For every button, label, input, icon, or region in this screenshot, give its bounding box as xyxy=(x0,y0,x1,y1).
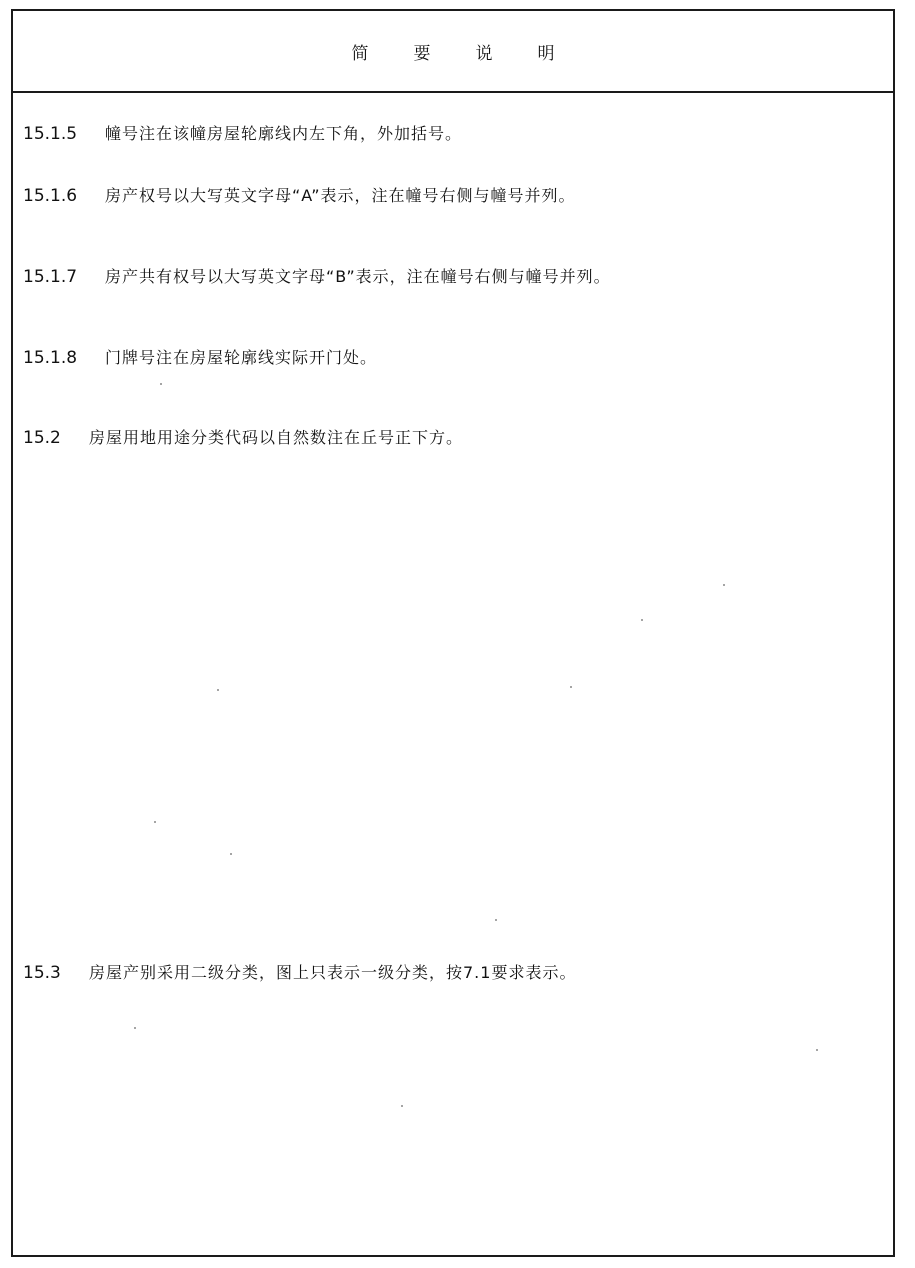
clause-number: 15.1.7 xyxy=(23,267,78,287)
clause-15-1-5 xyxy=(23,121,462,144)
clause-15-1-6 xyxy=(23,183,576,206)
scan-speck xyxy=(641,619,643,621)
clause-text: 房产共有权号以大写英文字母“B”表示，注在幢号右侧与幢号并列。 xyxy=(105,267,611,286)
scan-speck xyxy=(217,689,219,691)
title-char: 明 xyxy=(537,43,555,64)
scan-speck xyxy=(401,1105,403,1107)
page-frame xyxy=(11,9,895,1257)
scan-speck xyxy=(134,1027,136,1029)
scan-speck xyxy=(495,919,497,921)
clause-text: 门牌号注在房屋轮廓线实际开门处。 xyxy=(105,348,378,367)
scan-speck xyxy=(723,584,725,586)
title-char: 简 xyxy=(351,43,369,64)
clause-text: 房屋产别采用二级分类，图上只表示一级分类，按7.1要求表示。 xyxy=(89,963,577,982)
header-box xyxy=(13,11,893,93)
clause-text: 房屋用地用途分类代码以自然数注在丘号正下方。 xyxy=(89,428,464,447)
scan-speck xyxy=(816,1049,818,1051)
clause-text: 幢号注在该幢房屋轮廓线内左下角，外加括号。 xyxy=(105,124,463,143)
clause-number: 15.3 xyxy=(23,963,61,983)
title-char: 说 xyxy=(475,43,493,64)
clause-number: 15.1.8 xyxy=(23,348,78,368)
clause-number: 15.2 xyxy=(23,428,61,448)
clause-text: 房产权号以大写英文字母“A”表示，注在幢号右侧与幢号并列。 xyxy=(105,186,576,205)
clause-15-1-7 xyxy=(23,264,611,287)
clause-number: 15.1.6 xyxy=(23,186,78,206)
clause-number: 15.1.5 xyxy=(23,124,78,144)
scan-speck xyxy=(160,383,162,385)
clause-15-1-8 xyxy=(23,345,377,368)
scan-speck xyxy=(570,686,572,688)
page-title xyxy=(329,39,577,64)
scan-speck xyxy=(230,853,232,855)
title-char: 要 xyxy=(413,43,431,64)
clause-15-2 xyxy=(23,425,463,448)
clause-15-3 xyxy=(23,960,576,983)
scan-speck xyxy=(154,821,156,823)
